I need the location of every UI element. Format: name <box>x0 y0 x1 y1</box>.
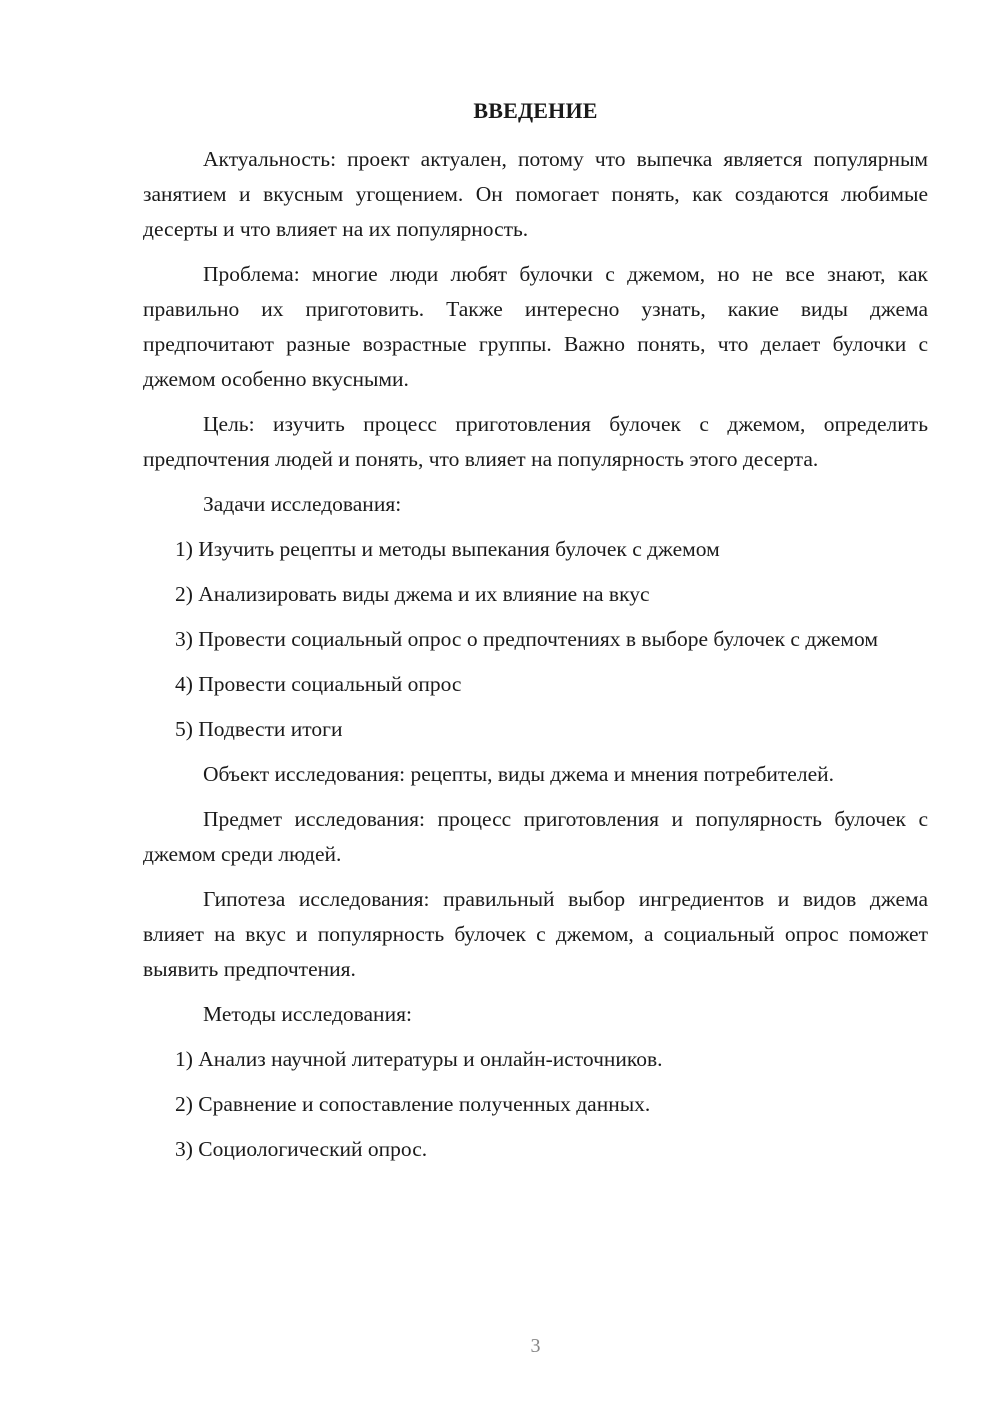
document-body <box>143 142 928 1177</box>
task-item: 5) Подвести итоги <box>175 717 343 741</box>
document-page <box>143 0 928 1414</box>
methods-heading: Методы исследования: <box>203 1002 412 1026</box>
task-item: 4) Провести социальный опрос <box>175 672 462 696</box>
task-item: 2) Анализировать виды джема и их влияние на вкус <box>175 582 650 606</box>
problem-paragraph: Проблема: многие люди любят булочки с джемом, но не все знают, как правильно их приготовить. Также интересно узнать, какие виды джема предпочитают разные возрастные группы. Важно понять, что делает булочки с джемом особенно вкусными. <box>143 262 928 391</box>
page-number: 3 <box>530 1335 541 1357</box>
method-item: 3) Социологический опрос. <box>175 1137 428 1161</box>
method-item: 1) Анализ научной литературы и онлайн-источников. <box>175 1047 663 1071</box>
relevance-paragraph: Актуальность: проект актуален, потому что выпечка является популярным занятием и вкусным угощением. Он помогает понять, как создаются любимые десерты и что влияет на их популярность. <box>143 147 928 241</box>
goal-paragraph: Цель: изучить процесс приготовления булочек с джемом, определить предпочтения людей и понять, что влияет на популярность этого десерта. <box>143 412 928 471</box>
subject-paragraph: Предмет исследования: процесс приготовления и популярность булочек с джемом среди людей. <box>143 807 928 866</box>
task-item: 3) Провести социальный опрос о предпочтениях в выборе булочек с джемом <box>175 627 878 651</box>
method-item: 2) Сравнение и сопоставление полученных данных. <box>175 1092 651 1116</box>
hypothesis-paragraph: Гипотеза исследования: правильный выбор ингредиентов и видов джема влияет на вкус и популярность булочек с джемом, а социальный опрос поможет выявить предпочтения. <box>143 887 928 981</box>
tasks-heading: Задачи исследования: <box>203 492 402 516</box>
task-item: 1) Изучить рецепты и методы выпекания булочек с джемом <box>175 537 720 561</box>
section-title: ВВЕДЕНИЕ <box>473 98 598 123</box>
object-paragraph: Объект исследования: рецепты, виды джема и мнения потребителей. <box>203 762 835 786</box>
